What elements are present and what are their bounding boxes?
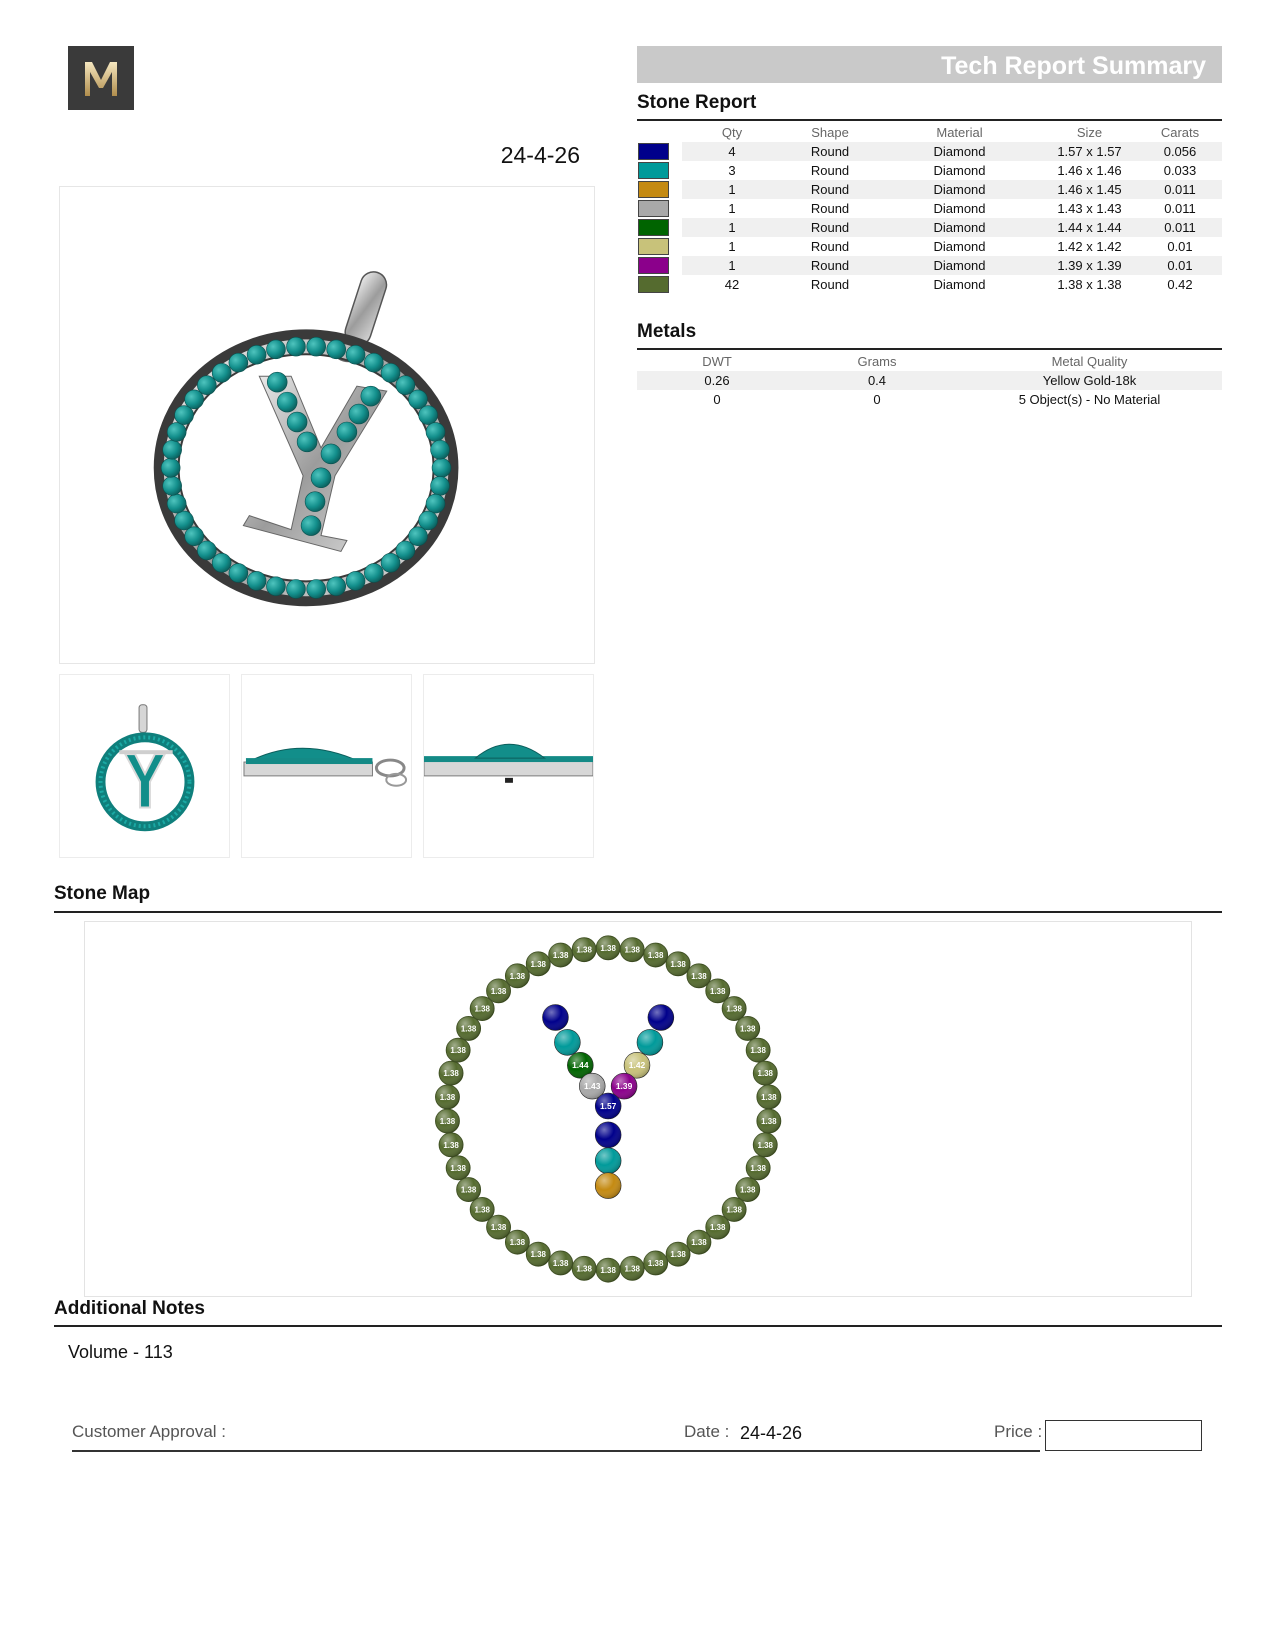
map-ring-stone xyxy=(446,1038,470,1062)
map-ring-stone xyxy=(572,938,596,962)
column-header-qty: Qty xyxy=(721,124,743,140)
thumbnail-side-view[interactable] xyxy=(241,674,412,858)
map-stone-label: 1.38 xyxy=(726,1205,742,1215)
map-letter-stone xyxy=(648,1005,674,1031)
pendant-ring-stone xyxy=(197,376,216,395)
pendant-ring-stone xyxy=(161,458,180,477)
price-label: Price : xyxy=(994,1422,1043,1441)
map-stone-label: 1.44 xyxy=(572,1060,589,1071)
stone-report-header-row xyxy=(637,122,1222,142)
map-ring-stone xyxy=(439,1133,463,1157)
material-cell: Diamond xyxy=(878,180,1041,199)
map-stone-label: 1.38 xyxy=(443,1069,459,1079)
color-swatch xyxy=(638,200,669,217)
map-ring-stone xyxy=(436,1085,460,1109)
map-stone-label: 1.38 xyxy=(710,986,726,996)
map-letter-stone xyxy=(595,1093,621,1119)
column-header-material: Material xyxy=(936,124,983,140)
map-letter-stone xyxy=(595,1148,621,1174)
map-ring-stone xyxy=(549,1251,573,1275)
pendant-letter-stone xyxy=(361,386,381,406)
stone-map-diagram xyxy=(84,921,1192,1297)
m-monogram-logo-icon xyxy=(68,46,134,110)
table-row xyxy=(637,199,1222,218)
map-ring-stone xyxy=(666,952,690,976)
map-ring-stone xyxy=(596,936,620,960)
carats-cell: 0.011 xyxy=(1164,201,1196,216)
pendant-letter-stone xyxy=(311,468,331,488)
map-ring-stone xyxy=(644,943,668,967)
carats-cell: 0.01 xyxy=(1167,239,1193,254)
map-ring-stone xyxy=(736,1178,760,1202)
pendant-ring-stone xyxy=(229,564,248,583)
map-stone-label: 1.38 xyxy=(509,971,526,981)
shape-cell: Round xyxy=(782,180,878,199)
map-stone-label: 1.38 xyxy=(552,1258,569,1268)
map-ring-stone xyxy=(596,1258,620,1282)
map-stone-label: 1.38 xyxy=(490,1223,507,1233)
pendant-edge-thumbnail xyxy=(424,675,593,857)
table-row xyxy=(637,371,1222,390)
map-stone-label: 1.38 xyxy=(460,1185,477,1195)
table-row xyxy=(637,218,1222,237)
map-ring-stone xyxy=(526,952,550,976)
shape-cell: Round xyxy=(810,163,850,178)
pendant-ring-stone xyxy=(167,423,186,442)
pendant-letter-stone xyxy=(349,404,369,424)
pendant-ring-stone xyxy=(426,494,445,513)
grams-cell: 0.4 xyxy=(797,371,957,390)
map-stone-label: 1.38 xyxy=(691,1238,707,1248)
shape-cell: Round xyxy=(810,277,850,292)
size-cell: 1.43 x 1.43 xyxy=(1057,201,1122,216)
column-header-size: Size xyxy=(1076,124,1103,140)
map-ring-stone xyxy=(753,1133,777,1157)
pendant-ring-stone xyxy=(419,406,438,425)
map-stone-label: 1.38 xyxy=(509,1238,526,1248)
map-stone-label: 1.38 xyxy=(600,1266,616,1276)
thumbnail-top-edge-view[interactable] xyxy=(423,674,594,858)
price-input-box[interactable] xyxy=(1045,1420,1202,1451)
map-ring-stone xyxy=(446,1156,470,1180)
map-stone-label: 1.38 xyxy=(750,1163,766,1173)
table-row xyxy=(637,237,1222,256)
metal-quality-cell: Yellow Gold-18k xyxy=(957,371,1222,390)
shape-cell: Round xyxy=(782,256,878,275)
carats-cell: 0.01 xyxy=(1138,256,1222,275)
map-stone-label: 1.38 xyxy=(691,971,707,981)
pendant-ring-stone xyxy=(327,577,346,596)
shape-cell: Round xyxy=(810,201,850,216)
map-ring-stone xyxy=(572,1256,596,1280)
notes-divider xyxy=(54,1325,1222,1327)
size-cell: 1.46 x 1.45 xyxy=(1041,180,1138,199)
size-cell: 1.39 x 1.39 xyxy=(1041,256,1138,275)
table-row xyxy=(637,390,1222,409)
map-stone-label: 1.38 xyxy=(761,1092,777,1102)
shape-cell: Round xyxy=(782,142,878,161)
map-ring-stone xyxy=(722,997,746,1021)
color-swatch xyxy=(638,276,669,293)
map-stone-label: 1.38 xyxy=(450,1163,466,1173)
map-ring-stone xyxy=(687,1230,711,1254)
pendant-letter-stone xyxy=(267,372,287,392)
qty-cell: 1 xyxy=(728,201,736,216)
color-swatch xyxy=(638,219,669,236)
stone-map-heading: Stone Map xyxy=(54,883,151,904)
table-row xyxy=(637,275,1222,294)
map-ring-stone xyxy=(620,938,644,962)
qty-cell: 1 xyxy=(682,218,782,237)
map-letter-stone xyxy=(554,1029,580,1055)
column-header-grams: Grams xyxy=(857,353,897,369)
stone-report-heading: Stone Report xyxy=(637,92,757,113)
map-ring-stone xyxy=(549,943,573,967)
pendant-letter-stone xyxy=(287,412,307,432)
pendant-ring-stone xyxy=(266,577,285,596)
color-swatch xyxy=(638,181,669,198)
material-cell: Diamond xyxy=(878,256,1041,275)
map-stone-label: 1.38 xyxy=(739,1185,756,1195)
pendant-letter-stone xyxy=(337,422,357,442)
pendant-ring-stone xyxy=(396,541,415,560)
metals-table xyxy=(637,351,1222,409)
pendant-ring-stone xyxy=(212,553,231,572)
map-stone-label: 1.38 xyxy=(474,1205,490,1215)
main-product-image xyxy=(59,186,595,664)
pendant-side-thumbnail xyxy=(242,675,411,857)
map-stone-label: 1.38 xyxy=(710,1223,726,1233)
column-header-dwt: DWT xyxy=(702,353,732,369)
metal-quality-cell: 5 Object(s) - No Material xyxy=(1018,392,1161,407)
size-cell: 1.46 x 1.46 xyxy=(1057,163,1122,178)
column-header-shape: Shape xyxy=(811,124,849,140)
map-ring-stone xyxy=(746,1156,770,1180)
thumbnail-front-view[interactable] xyxy=(59,674,230,858)
pendant-ring-stone xyxy=(247,345,266,364)
color-swatch xyxy=(638,257,669,274)
material-cell: Diamond xyxy=(878,218,1041,237)
map-ring-stone xyxy=(666,1242,690,1266)
grams-cell: 0 xyxy=(873,392,881,407)
stone-map-divider xyxy=(54,911,1222,913)
shape-cell: Round xyxy=(810,239,850,254)
document-id: 24-4-26 xyxy=(500,142,580,168)
map-ring-stone xyxy=(505,964,529,988)
map-stone-label: 1.38 xyxy=(726,1004,742,1014)
map-stone-label: 1.38 xyxy=(750,1046,766,1056)
carats-cell: 0.011 xyxy=(1138,218,1222,237)
pendant-ring-stone xyxy=(431,440,450,459)
pendant-ring-stone xyxy=(364,564,383,583)
map-stone-label: 1.38 xyxy=(474,1004,490,1014)
map-ring-stone xyxy=(736,1016,760,1040)
pendant-front-thumbnail xyxy=(60,675,229,857)
map-letter-stone xyxy=(595,1122,621,1148)
size-cell: 1.38 x 1.38 xyxy=(1057,277,1122,292)
notes-text: Volume - 113 xyxy=(68,1342,173,1362)
customer-signature-line[interactable] xyxy=(72,1450,1040,1452)
map-stone-label: 1.38 xyxy=(670,1250,686,1260)
map-stone-label: 1.38 xyxy=(739,1024,756,1034)
map-stone-label: 1.38 xyxy=(552,951,569,961)
map-stone-label: 1.38 xyxy=(530,959,546,969)
map-ring-stone xyxy=(470,1198,494,1222)
map-ring-stone xyxy=(620,1256,644,1280)
pendant-ring-stone xyxy=(346,571,365,590)
stone-map-svg xyxy=(85,922,1191,1296)
pendant-ring-stone xyxy=(381,553,400,572)
dwt-cell: 0 xyxy=(713,392,721,407)
pendant-ring-stone xyxy=(327,340,346,359)
additional-notes-heading: Additional Notes xyxy=(54,1298,205,1319)
pendant-ring-stone xyxy=(229,353,248,372)
map-ring-stone xyxy=(757,1109,781,1133)
swatch-column-header xyxy=(637,122,682,142)
qty-cell: 1 xyxy=(728,239,736,254)
column-header-metal-quality: Metal Quality xyxy=(1051,353,1128,369)
pendant-letter-stone xyxy=(305,492,325,512)
qty-cell: 4 xyxy=(682,142,782,161)
map-letter-stone xyxy=(637,1029,663,1055)
map-stone-label: 1.38 xyxy=(624,1264,640,1274)
pendant-letter-stone xyxy=(321,444,341,464)
map-ring-stone xyxy=(436,1109,460,1133)
pendant-ring-stone xyxy=(163,476,182,495)
pendant-ring-stone xyxy=(266,340,285,359)
map-ring-stone xyxy=(757,1085,781,1109)
qty-cell: 1 xyxy=(682,180,782,199)
color-swatch xyxy=(638,238,669,255)
map-stone-label: 1.39 xyxy=(615,1081,633,1092)
customer-approval-label: Customer Approval : xyxy=(72,1422,227,1441)
pendant-ring-stone xyxy=(163,440,182,459)
pendant-ring-stone xyxy=(287,580,306,599)
pendant-render-image xyxy=(60,187,594,663)
map-stone-label: 1.38 xyxy=(530,1250,546,1260)
metals-divider xyxy=(637,348,1222,350)
pendant-ring-stone xyxy=(167,494,186,513)
map-stone-label: 1.38 xyxy=(439,1117,456,1127)
map-stone-label: 1.38 xyxy=(576,945,592,955)
map-stone-label: 1.42 xyxy=(628,1060,646,1071)
pendant-ring-stone xyxy=(381,363,400,382)
pendant-ring-stone xyxy=(307,580,326,599)
metals-heading: Metals xyxy=(637,321,697,342)
color-swatch xyxy=(638,143,669,160)
pendant-ring-stone xyxy=(364,353,383,372)
map-ring-stone xyxy=(644,1251,668,1275)
map-stone-label: 1.38 xyxy=(624,945,640,955)
map-stone-label: 1.43 xyxy=(584,1081,601,1092)
map-stone-label: 1.38 xyxy=(757,1140,773,1150)
carats-cell: 0.056 xyxy=(1138,142,1222,161)
carats-cell: 0.033 xyxy=(1163,163,1197,178)
table-row xyxy=(637,161,1222,180)
stone-report-table xyxy=(637,122,1222,294)
carats-cell: 0.011 xyxy=(1138,180,1222,199)
table-row xyxy=(637,142,1222,161)
pendant-ring-stone xyxy=(287,337,306,356)
stone-report-divider xyxy=(637,119,1222,121)
map-stone-label: 1.38 xyxy=(670,959,686,969)
metals-header-row xyxy=(637,351,1222,371)
map-ring-stone xyxy=(457,1178,481,1202)
pendant-ring-stone xyxy=(426,423,445,442)
map-stone-label: 1.38 xyxy=(757,1069,773,1079)
map-stone-label: 1.38 xyxy=(600,943,616,953)
map-stone-label: 1.38 xyxy=(490,986,507,996)
color-swatch xyxy=(638,162,669,179)
column-header-carats: Carats xyxy=(1160,124,1200,140)
map-ring-stone xyxy=(746,1038,770,1062)
map-stone-label: 1.38 xyxy=(647,1258,664,1268)
qty-cell: 42 xyxy=(724,277,740,292)
report-title-bar: Tech Report Summary xyxy=(637,46,1222,83)
company-logo xyxy=(68,46,134,110)
map-ring-stone xyxy=(753,1061,777,1085)
shape-cell: Round xyxy=(782,218,878,237)
map-stone-label: 1.38 xyxy=(647,951,664,961)
pendant-letter-stone xyxy=(277,392,297,412)
pendant-ring-stone xyxy=(432,458,451,477)
size-cell: 1.44 x 1.44 xyxy=(1041,218,1138,237)
pendant-ring-stone xyxy=(431,476,450,495)
map-stone-label: 1.38 xyxy=(576,1264,592,1274)
map-ring-stone xyxy=(439,1061,463,1085)
map-stone-label: 1.38 xyxy=(439,1092,456,1102)
date-value: 24-4-26 xyxy=(740,1423,803,1443)
map-letter-stone xyxy=(595,1173,621,1199)
material-cell: Diamond xyxy=(878,142,1041,161)
size-cell: 1.57 x 1.57 xyxy=(1041,142,1138,161)
pendant-ring-stone xyxy=(247,571,266,590)
map-letter-stone xyxy=(543,1005,569,1031)
map-ring-stone xyxy=(526,1242,550,1266)
dwt-cell: 0.26 xyxy=(637,371,797,390)
pendant-letter-stone xyxy=(297,432,317,452)
table-row xyxy=(637,256,1222,275)
map-stone-label: 1.38 xyxy=(761,1117,777,1127)
qty-cell: 3 xyxy=(728,163,736,178)
pendant-letter-stone xyxy=(301,516,321,536)
table-row xyxy=(637,180,1222,199)
material-cell: Diamond xyxy=(933,163,986,178)
date-label: Date : xyxy=(684,1422,730,1441)
map-stone-label: 1.38 xyxy=(450,1046,466,1056)
material-cell: Diamond xyxy=(933,239,986,254)
map-stone-label: 1.38 xyxy=(460,1024,477,1034)
pendant-ring-stone xyxy=(212,363,231,382)
carats-cell: 0.42 xyxy=(1167,277,1193,292)
map-ring-stone xyxy=(457,1016,481,1040)
map-stone-label: 1.38 xyxy=(443,1140,459,1150)
pendant-ring-stone xyxy=(346,345,365,364)
qty-cell: 1 xyxy=(682,256,782,275)
size-cell: 1.42 x 1.42 xyxy=(1057,239,1122,254)
map-stone-label: 1.57 xyxy=(599,1101,617,1111)
pendant-ring-stone xyxy=(175,511,194,530)
material-cell: Diamond xyxy=(933,277,986,292)
material-cell: Diamond xyxy=(933,201,986,216)
pendant-ring-stone xyxy=(307,337,326,356)
